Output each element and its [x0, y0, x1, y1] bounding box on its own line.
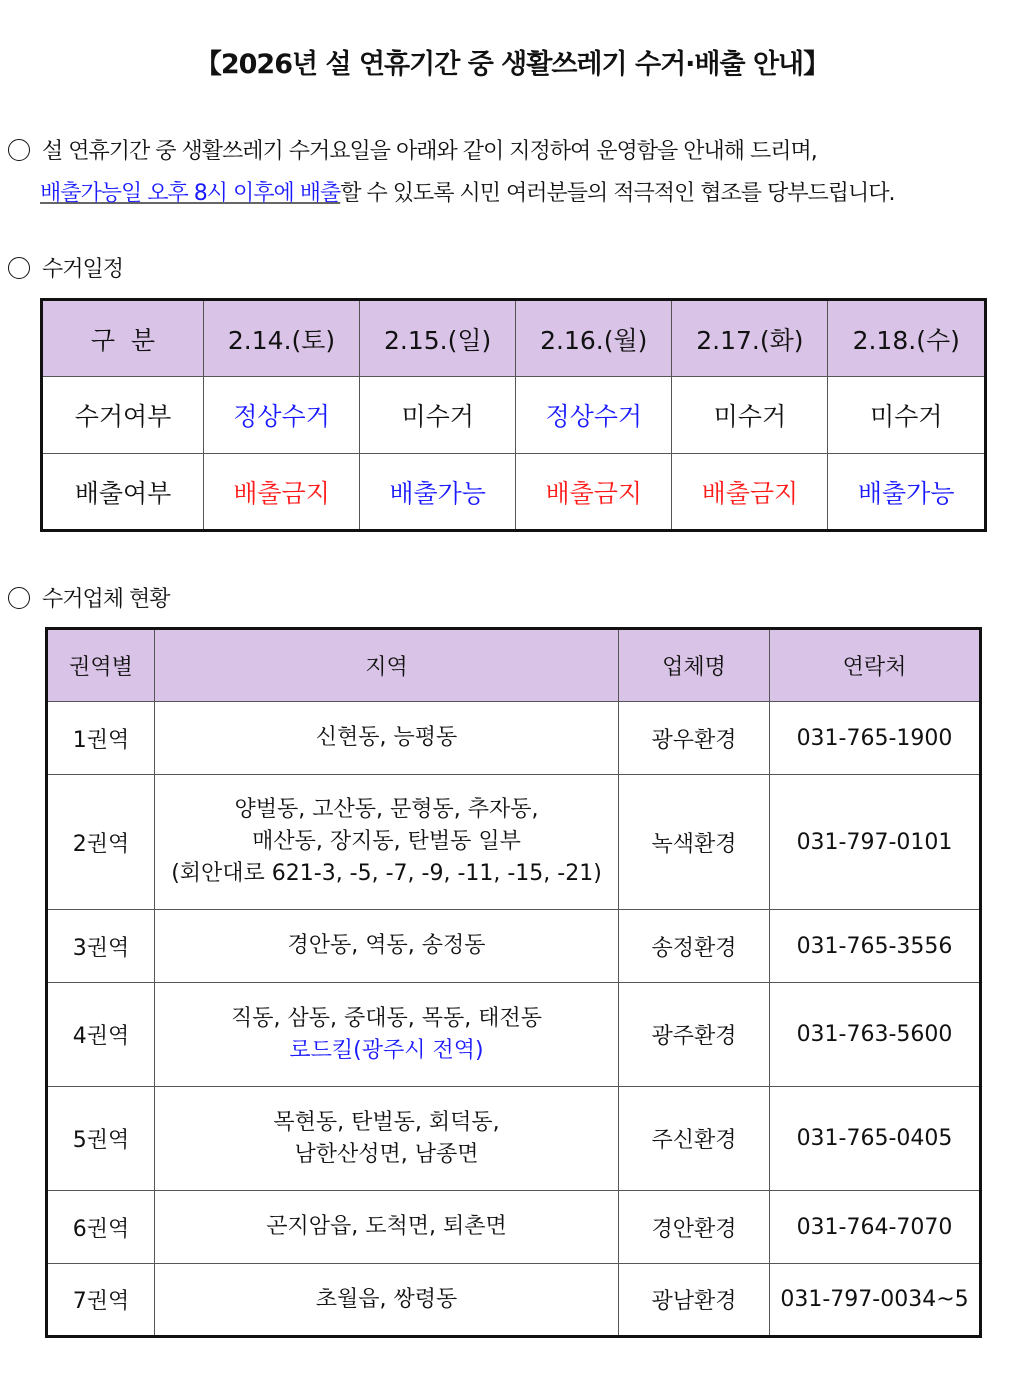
area-line: 목현동, 탄벌동, 회덕동, [273, 1109, 500, 1135]
date-header: 2.18.(수) [828, 300, 986, 377]
company-row [47, 775, 981, 910]
intro-highlight: 배출가능일 오후 8시 이후에 배출 [40, 181, 341, 206]
zone-cell: 5권역 [47, 1087, 155, 1191]
company-cell: 광남환경 [619, 1264, 770, 1337]
company-row [47, 1191, 981, 1264]
date-header: 2.17.(화) [672, 300, 828, 377]
phone-cell: 031-763-5600 [770, 983, 981, 1087]
header-label: 구 분 [42, 300, 204, 377]
companies-table [45, 627, 982, 1338]
company-cell: 광주환경 [619, 983, 770, 1087]
area-line: 양벌동, 고산동, 문형동, 추자동, [234, 797, 539, 822]
area-line: 초월읍, 쌍령동 [315, 1286, 458, 1312]
column-header: 지역 [155, 629, 619, 702]
company-row [47, 1264, 981, 1337]
phone-cell: 031-765-3556 [770, 910, 981, 983]
area-highlight: 로드킬(광주시 전역) [289, 1037, 484, 1063]
companies-heading [8, 582, 170, 613]
document-title: 【2026년 설 연휴기간 중 생활쓰레기 수거·배출 안내】 [194, 49, 830, 80]
area-line: 경안동, 역동, 송정동 [287, 933, 486, 958]
zone-cell: 3권역 [47, 910, 155, 983]
area-cell [155, 702, 619, 775]
date-header: 2.16.(월) [516, 300, 672, 377]
schedule-header-row [42, 300, 986, 377]
schedule-cell: 배출금지 [672, 454, 828, 531]
phone-cell: 031-764-7070 [770, 1191, 981, 1264]
companies-heading-text: 수거업체 현황 [42, 587, 170, 612]
phone-cell: 031-765-0405 [770, 1087, 981, 1191]
area-cell [155, 775, 619, 910]
area-cell [155, 983, 619, 1087]
date-header: 2.15.(일) [360, 300, 516, 377]
schedule-cell: 배출금지 [516, 454, 672, 531]
company-cell: 주신환경 [619, 1087, 770, 1191]
schedule-cell: 배출금지 [204, 454, 360, 531]
schedule-cell: 배출가능 [360, 454, 516, 531]
company-cell: 녹색환경 [619, 775, 770, 910]
phone-cell: 031-797-0034~5 [770, 1264, 981, 1337]
zone-cell: 2권역 [47, 775, 155, 910]
area-line: 곤지암읍, 도척면, 퇴촌면 [266, 1214, 507, 1239]
schedule-row [42, 454, 986, 531]
column-header: 권역별 [47, 629, 155, 702]
zone-cell: 1권역 [47, 702, 155, 775]
date-header: 2.14.(토) [204, 300, 360, 377]
schedule-heading [8, 252, 123, 283]
intro-line-2 [40, 176, 895, 207]
intro-text-rest: 할 수 있도록 시민 여러분들의 적극적인 협조를 당부드립니다. [340, 181, 895, 206]
company-cell: 송정환경 [619, 910, 770, 983]
row-label: 배출여부 [42, 454, 204, 531]
area-line: (회안대로 621-3, -5, -7, -9, -11, -15, -21) [171, 861, 602, 886]
intro-line-1 [8, 134, 817, 165]
circle-bullet-icon [8, 587, 30, 609]
companies-header-row [47, 629, 981, 702]
zone-cell: 6권역 [47, 1191, 155, 1264]
schedule-cell: 정상수거 [204, 377, 360, 454]
schedule-cell: 미수거 [828, 377, 986, 454]
area-line: 남한산성면, 남종면 [294, 1141, 479, 1167]
schedule-table [40, 298, 987, 532]
schedule-cell: 미수거 [672, 377, 828, 454]
schedule-heading-text: 수거일정 [42, 257, 124, 282]
zone-cell: 7권역 [47, 1264, 155, 1337]
schedule-cell: 정상수거 [516, 377, 672, 454]
company-row [47, 983, 981, 1087]
schedule-cell: 미수거 [360, 377, 516, 454]
area-line: 신현동, 능평동 [315, 725, 458, 750]
company-row [47, 1087, 981, 1191]
area-cell [155, 1191, 619, 1264]
circle-bullet-icon [8, 139, 30, 161]
company-cell: 경안환경 [619, 1191, 770, 1264]
company-row [47, 910, 981, 983]
row-label: 수거여부 [42, 377, 204, 454]
phone-cell: 031-765-1900 [770, 702, 981, 775]
circle-bullet-icon [8, 257, 30, 279]
area-cell [155, 910, 619, 983]
schedule-row [42, 377, 986, 454]
area-line: 매산동, 장지동, 탄벌동 일부 [252, 829, 521, 854]
zone-cell: 4권역 [47, 983, 155, 1087]
intro-text: 설 연휴기간 중 생활쓰레기 수거요일을 아래와 같이 지정하여 운영함을 안내해 드리며, [42, 139, 817, 164]
area-cell [155, 1264, 619, 1337]
company-row [47, 702, 981, 775]
phone-cell: 031-797-0101 [770, 775, 981, 910]
schedule-cell: 배출가능 [828, 454, 986, 531]
area-line: 직동, 삼동, 중대동, 목동, 태전동 [231, 1005, 542, 1031]
column-header: 연락처 [770, 629, 981, 702]
area-cell [155, 1087, 619, 1191]
column-header: 업체명 [619, 629, 770, 702]
company-cell: 광우환경 [619, 702, 770, 775]
